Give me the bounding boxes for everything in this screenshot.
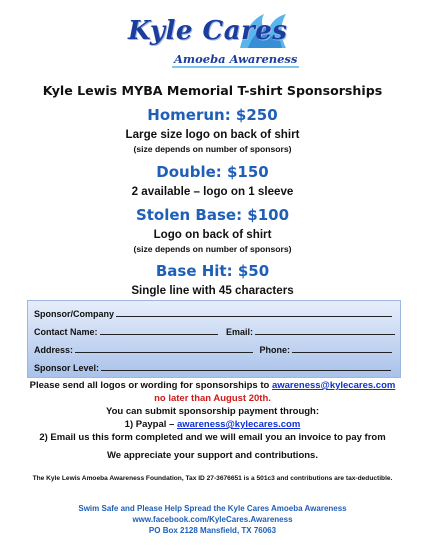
tier-stolen-base bbox=[0, 206, 425, 254]
tier-name: Base Hit: $50 bbox=[155, 262, 270, 280]
tier-name: Homerun: $250 bbox=[147, 106, 278, 124]
awareness-email-link[interactable]: awareness@kylecares.com bbox=[271, 380, 396, 391]
send-logos-text: Please send all logos or wording for sponsorships to bbox=[29, 380, 270, 391]
sponsor-company-row bbox=[34, 307, 392, 319]
logo-subtitle: Amoeba Awareness bbox=[174, 52, 298, 66]
contact-name-label: Contact Name: bbox=[34, 327, 98, 337]
sponsor-company-field[interactable] bbox=[116, 307, 392, 317]
page-title: Kyle Lewis MYBA Memorial T-shirt Sponsorships bbox=[42, 83, 383, 98]
address-field[interactable] bbox=[75, 343, 253, 353]
phone-field[interactable] bbox=[292, 343, 392, 353]
thanks-text: We appreciate your support and contributions. bbox=[107, 450, 318, 461]
deadline-text: no later than August 20th. bbox=[154, 393, 271, 404]
payment-intro: You can submit sponsorship payment through: bbox=[105, 406, 320, 417]
phone-label: Phone: bbox=[259, 345, 291, 355]
sponsor-level-row bbox=[34, 361, 391, 373]
payment-option-email: 2) Email us this form completed and we will email you an invoice to pay from bbox=[39, 432, 386, 443]
payment-option-paypal bbox=[0, 419, 425, 430]
tier-description: 2 available – logo on 1 sleeve bbox=[131, 185, 294, 198]
sponsor-company-label: Sponsor/Company bbox=[34, 309, 115, 319]
tier-note: (size depends on number of sponsors) bbox=[133, 144, 292, 154]
paypal-label: 1) Paypal – bbox=[124, 419, 175, 430]
tier-name: Stolen Base: $100 bbox=[135, 206, 290, 224]
kyle-cares-logo bbox=[118, 8, 308, 76]
email-field[interactable] bbox=[255, 325, 395, 335]
footer-tagline: Swim Safe and Please Help Spread the Kyle Cares Amoeba Awareness bbox=[78, 504, 347, 513]
address-label: Address: bbox=[34, 345, 74, 355]
tier-note: (size depends on number of sponsors) bbox=[133, 244, 292, 254]
tier-double bbox=[0, 163, 425, 198]
contact-row bbox=[34, 325, 395, 337]
tier-description: Single line with 45 characters bbox=[131, 284, 294, 297]
footer-address: PO Box 2128 Mansfield, TX 76063 bbox=[148, 526, 277, 535]
tier-name: Double: $150 bbox=[156, 163, 269, 181]
legal-notice: The Kyle Lewis Amoeba Awareness Foundation, Tax ID 27-3676651 is a 501c3 and contributions are tax-deductible. bbox=[32, 475, 393, 482]
logo-title: Kyle Cares bbox=[128, 16, 288, 46]
tier-description: Logo on back of shirt bbox=[153, 228, 272, 241]
address-row bbox=[34, 343, 392, 355]
tier-description: Large size logo on back of shirt bbox=[125, 128, 300, 141]
paypal-email-link[interactable]: awareness@kylecares.com bbox=[176, 419, 301, 430]
sponsor-level-field[interactable] bbox=[101, 361, 391, 371]
tier-base-hit bbox=[0, 262, 425, 297]
send-logos-line bbox=[0, 380, 425, 391]
sponsor-level-label: Sponsor Level: bbox=[34, 363, 100, 373]
contact-name-field[interactable] bbox=[100, 325, 218, 335]
sponsor-form bbox=[27, 300, 401, 378]
tier-homerun bbox=[0, 106, 425, 154]
footer-facebook: www.facebook.com/KyleCares.Awareness bbox=[132, 515, 293, 524]
email-label: Email: bbox=[226, 327, 254, 337]
